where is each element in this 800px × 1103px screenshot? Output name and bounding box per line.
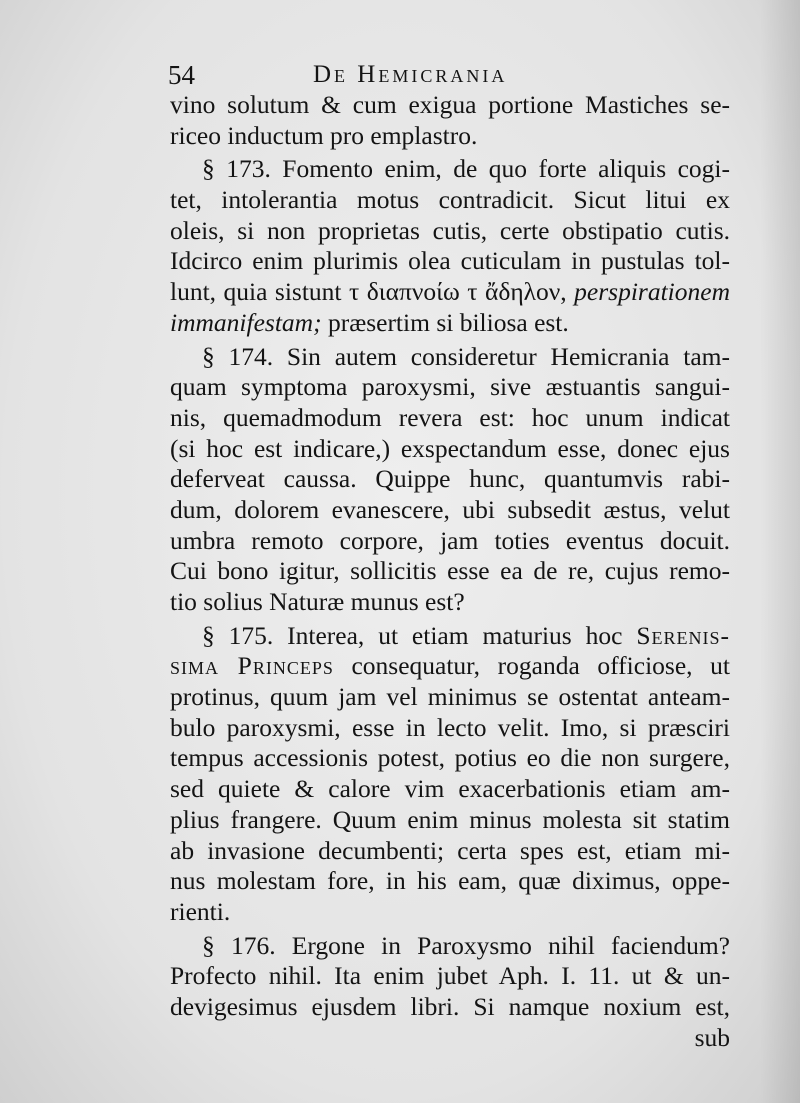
text-line: nus molestam fore, in his eam, quæ diximus, oppe- [170,866,730,896]
text-line: ab invasione decumbenti; certa spes est, etiam mi- [170,835,730,865]
text-line: rienti. [170,896,231,926]
text-line: Profecto nihil. Ita enim jubet Aph. I. 11. ut & un- [170,961,730,991]
small-caps-phrase: sima Princeps [170,651,334,681]
paragraph-176 [170,931,730,1023]
text-line: deferveat caussa. Quippe hunc, quantumvis rabi- [170,464,730,494]
text-line [170,308,730,339]
italic-phrase: immanifestam; [170,307,322,337]
text-line: § 176. Ergone in Paroxysmo nihil faciendum? [202,930,730,960]
text-line: tet, intolerantia motus contradicit. Sicut litui ex [170,185,730,215]
text-line: tio solius Naturæ munus est? [170,587,465,616]
small-caps-phrase: Serenis- [636,620,731,650]
text-line [170,277,730,308]
paragraph-174 [170,342,730,618]
text-line: § 174. Sin autem consideretur Hemicrania tam- [202,341,730,371]
text-line: oleis, si non proprietas cutis, certe obstipatio cutis. [170,215,730,245]
text-line: protinus, quum jam vel minimus se ostentat anteam- [170,682,730,712]
greek-phrase: lunt, quia sistunt τ διαπνοίω τ ἄδηλον, [170,277,567,307]
text-line: sed quiete & calore vim exacerbationis etiam am- [170,774,730,804]
text-fragment: consequatur, roganda officiose, ut [351,651,730,681]
text-line: riceo inductum pro emplastro. [170,120,478,150]
paragraph-173 [170,154,730,338]
body-text [170,90,730,1053]
catchword: sub [694,1022,730,1052]
text-fragment: præsertim si biliosa est. [327,307,569,337]
paragraph-continuation [170,90,730,151]
text-line: nis, quemadmodum revera est: hoc unum indicat [170,402,730,432]
text-line: § 173. Fomento enim, de quo forte aliquis cogi- [202,154,730,184]
text-fragment: § 175. Interea, ut etiam maturius hoc [202,620,623,650]
text-line: Cui bono igitur, sollicitis esse ea de re, cujus remo- [170,556,730,586]
text-line: bulo paroxysmi, esse in lecto velit. Imo, si præsciri [170,712,730,742]
text-line: Idcirco enim plurimis olea cuticulam in pustulas tol- [170,246,730,276]
text-line [170,651,730,682]
text-line: vino solutum & cum exigua portione Mastiches se- [170,90,730,119]
text-line [170,621,730,652]
paragraph-175 [170,621,730,928]
text-line: devigesimus ejusdem libri. Si namque noxium est, [170,991,730,1021]
text-line: dum, dolorem evanescere, ubi subsedit æstus, velut [170,494,730,524]
running-head: De Hemicrania [313,61,508,88]
text-line: quam symptoma paroxysmi, sive æstuantis sangui- [170,372,730,402]
page-number: 54 [168,60,195,90]
text-line: plius frangere. Quum enim minus molesta sit statim [170,804,730,834]
italic-phrase: perspirationem [574,277,730,307]
text-line: tempus accessionis potest, potius eo die non surgere, [170,743,730,773]
page-header [168,58,730,92]
text-line: umbra remoto corpore, jam toties eventus docuit. [170,525,730,555]
text-line: (si hoc est indicare,) exspectandum esse, donec ejus [170,433,730,463]
